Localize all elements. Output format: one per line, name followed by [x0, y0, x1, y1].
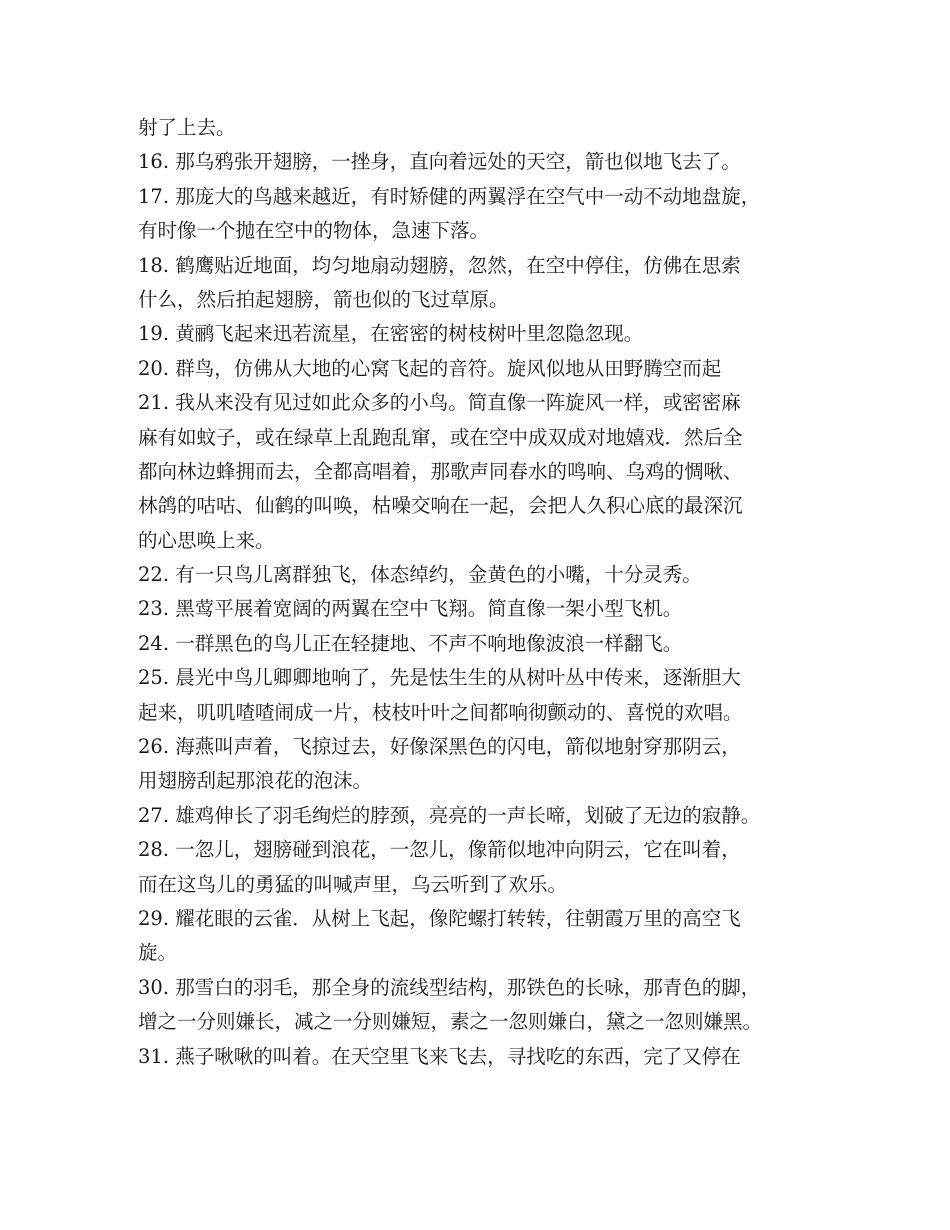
text-line: 24. 一群黑色的鸟儿正在轻捷地、不声不响地像波浪一样翻飞。: [138, 631, 683, 655]
text-line: 20. 群鸟，仿佛从大地的心窝飞起的音符。旋风似地从田野腾空而起: [138, 356, 722, 380]
body-text: [138, 111, 838, 1074]
text-line: 26. 海燕叫声着，飞掠过去，好像深黑色的闪电，箭似地射穿那阴云，: [138, 735, 741, 759]
text-line: 起来，叽叽喳喳闹成一片，枝枝叶叶之间都响彻颤动的、喜悦的欢唱。: [138, 700, 743, 724]
text-line: 23. 黑莺平展着宽阔的两翼在空中飞翔。简直像一架小型飞机。: [138, 597, 683, 621]
text-line: 27. 雄鸡伸长了羽毛绚烂的脖颈，亮亮的一声长啼，划破了无边的寂静。: [138, 803, 761, 827]
text-line: 19. 黄鹂飞起来迅若流星，在密密的树枝树叶里忽隐忽现。: [138, 322, 644, 346]
text-line: 麻有如蚊子，或在绿草上乱跑乱窜，或在空中成双成对地嬉戏．然后全: [138, 425, 743, 449]
text-line: 16. 那乌鸦张开翅膀，一挫身，直向着远处的天空，箭也似地飞去了。: [138, 150, 741, 174]
text-line: 用翅膀刮起那浪花的泡沫。: [138, 769, 373, 793]
text-line: 而在这鸟儿的勇猛的叫喊声里，乌云听到了欢乐。: [138, 872, 568, 896]
text-line: 18. 鹤鹰贴近地面，均匀地扇动翅膀，忽然，在空中停住，仿佛在思索: [138, 253, 741, 277]
text-line: 31. 燕子啾啾的叫着。在天空里飞来飞去，寻找吃的东西，完了又停在: [138, 1044, 741, 1068]
text-line: 什么，然后拍起翅膀，箭也似的飞过草原。: [138, 287, 509, 311]
text-line: 21. 我从来没有见过如此众多的小鸟。简直像一阵旋风一样，或密密麻: [138, 391, 741, 415]
text-line: 29. 耀花眼的云雀．从树上飞起，像陀螺打转转，往朝霞万里的高空飞: [138, 906, 741, 930]
text-line: 增之一分则嫌长，减之一分则嫌短，素之一忽则嫌白，黛之一忽则嫌黑。: [138, 1010, 763, 1034]
text-line: 25. 晨光中鸟儿卿卿地响了，先是怯生生的从树叶丛中传来，逐渐胆大: [138, 666, 741, 690]
text-line: 林鸽的咕咕、仙鹤的叫唤，枯噪交响在一起，会把人久积心底的最深沉: [138, 494, 743, 518]
text-line: 17. 那庞大的鸟越来越近，有时矫健的两翼浮在空气中一动不动地盘旋，: [138, 184, 761, 208]
text-line: 旋。: [138, 941, 178, 965]
text-line: 都向林边蜂拥而去，全都高唱着，那歌声同春水的鸣响、乌鸡的惆啾、: [138, 459, 743, 483]
text-line: 22. 有一只鸟儿离群独飞，体态绰约，金黄色的小嘴，十分灵秀。: [138, 563, 702, 587]
text-line: 28. 一忽儿，翅膀碰到浪花，一忽儿，像箭似地冲向阴云，它在叫着，: [138, 838, 741, 862]
text-line: 的心思唤上来。: [138, 528, 275, 552]
text-line: 射了上去。: [138, 116, 236, 139]
text-line: 30. 那雪白的羽毛，那全身的流线型结构，那铁色的长咏，那青色的脚，: [138, 975, 761, 999]
text-line: 有时像一个抛在空中的物体，急速下落。: [138, 219, 490, 243]
